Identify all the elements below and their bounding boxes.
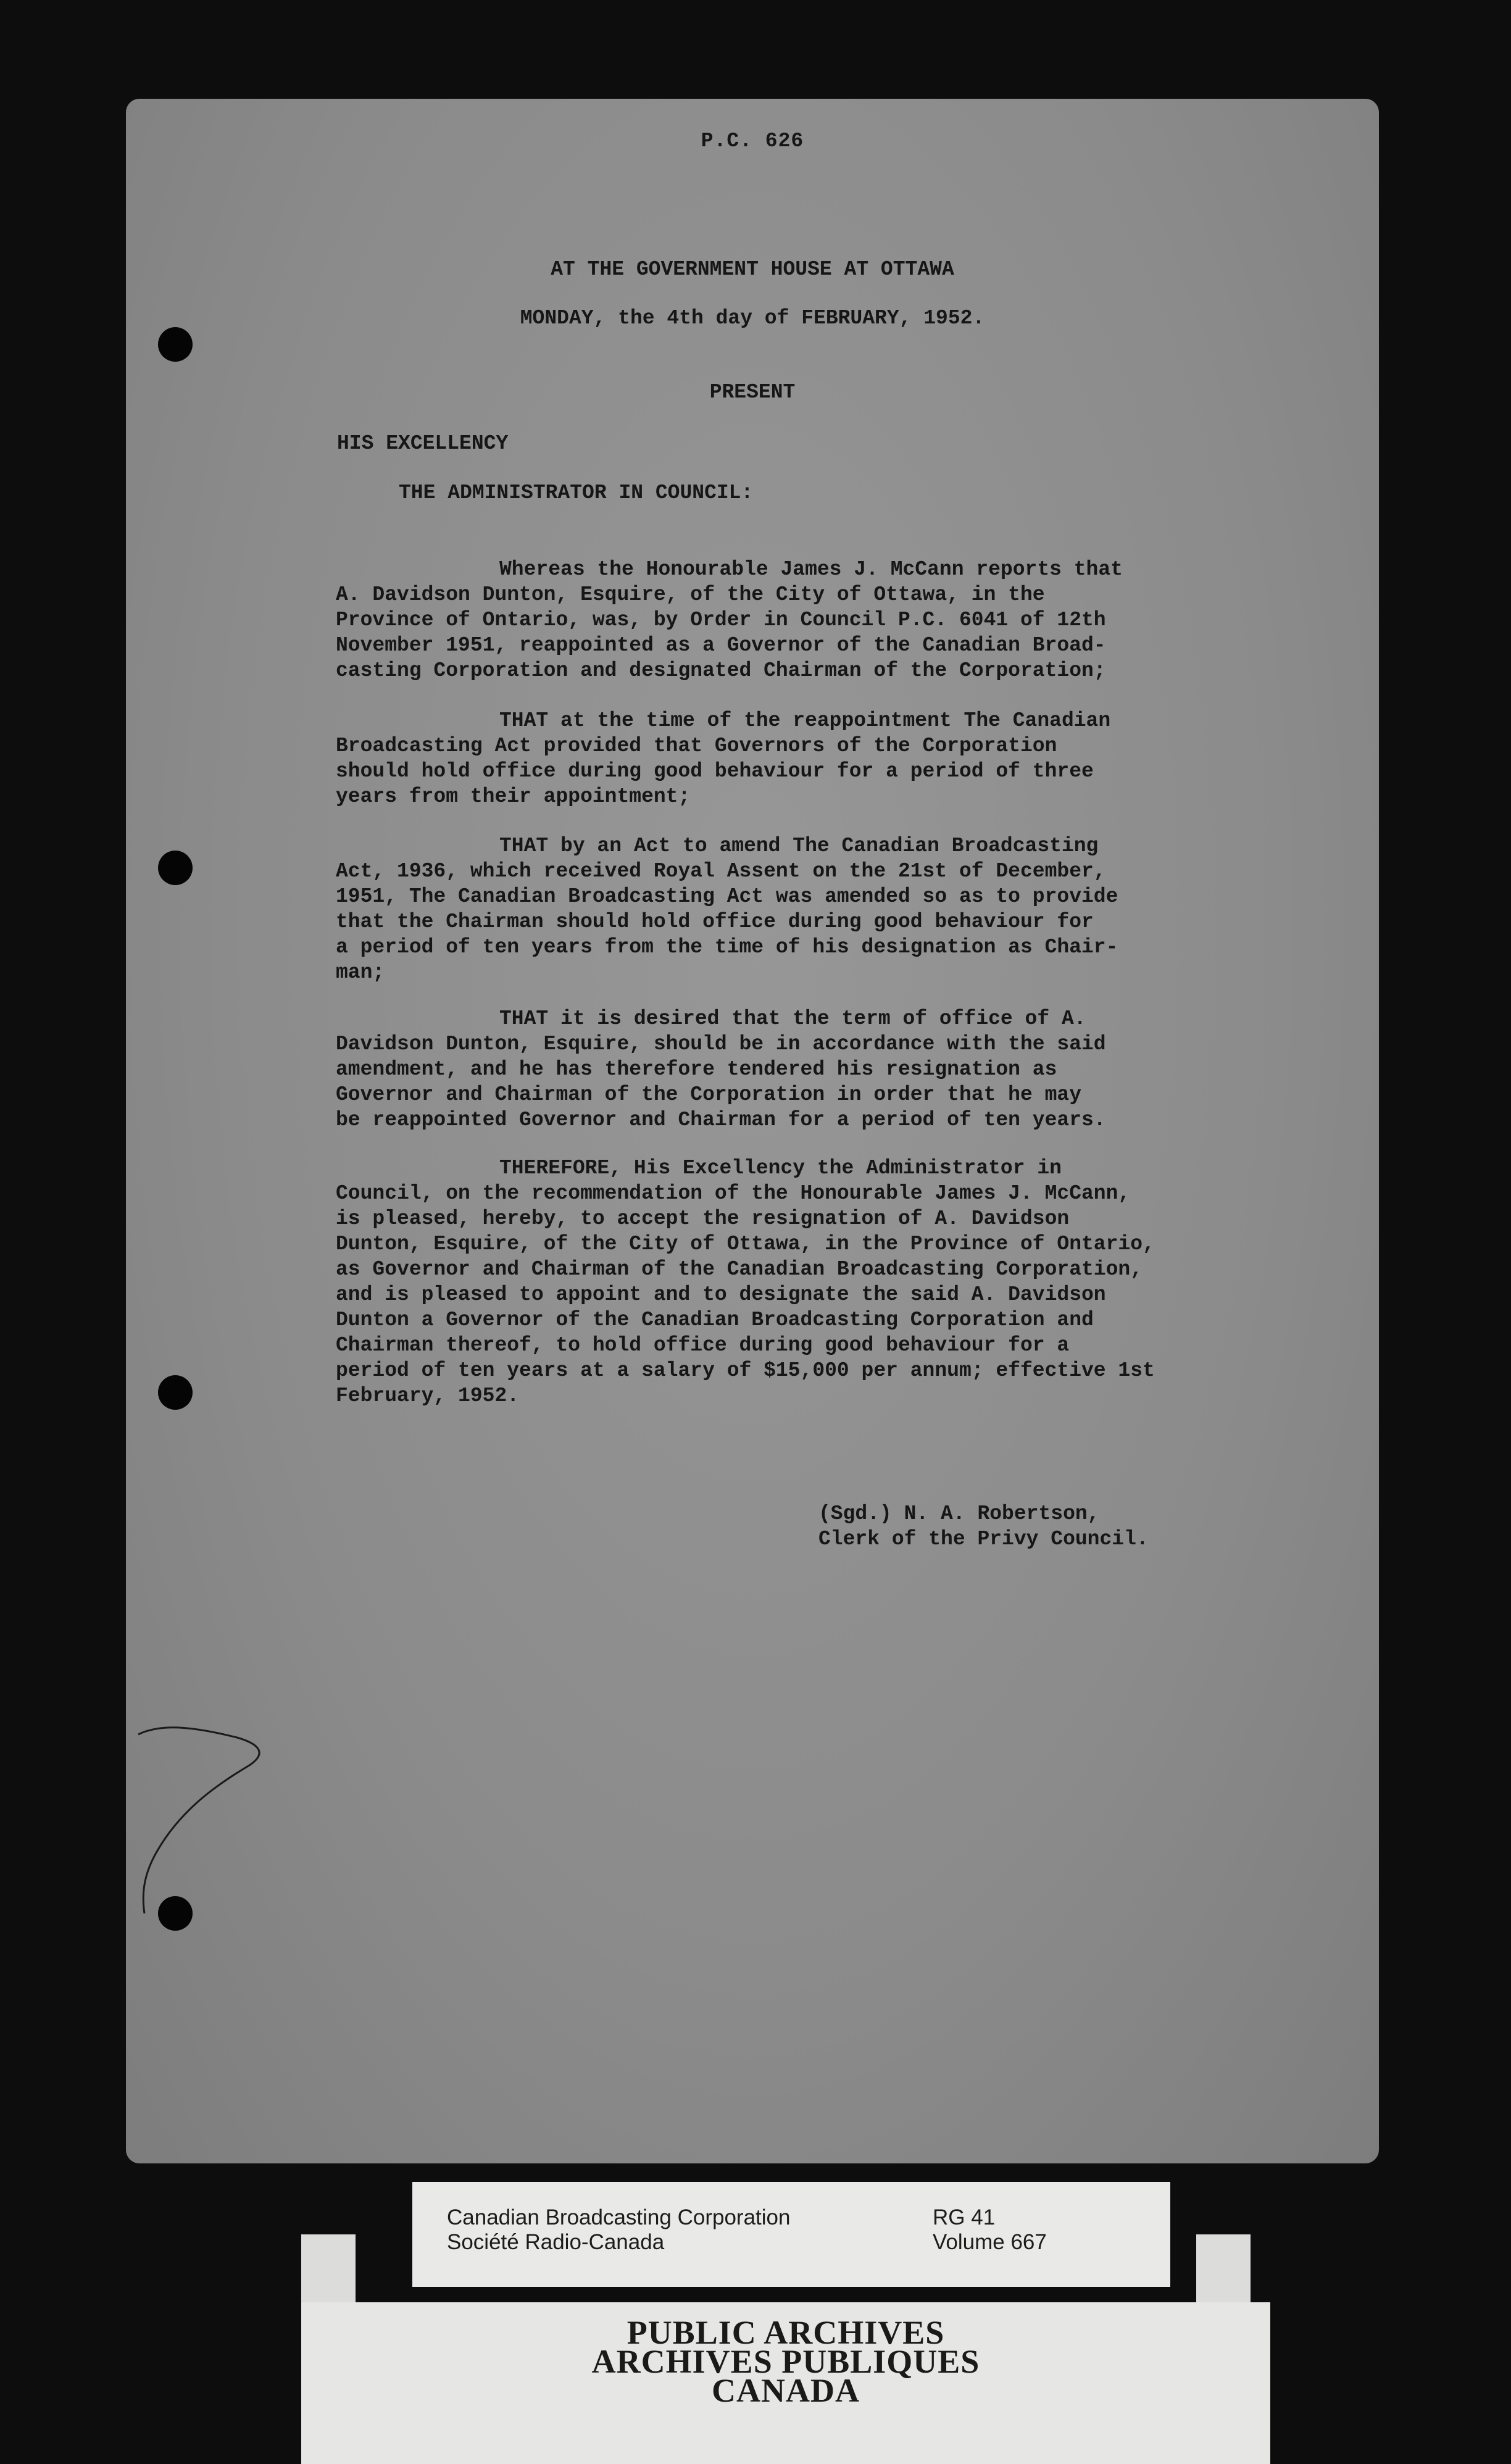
- label-volume: Volume 667: [933, 2230, 1047, 2254]
- label-corp-fr: Société Radio-Canada: [447, 2230, 665, 2254]
- document-page: [126, 99, 1379, 2163]
- location-heading: AT THE GOVERNMENT HOUSE AT OTTAWA: [551, 258, 954, 281]
- label-corp-en: Canadian Broadcasting Corporation: [447, 2205, 791, 2229]
- punch-hole-1: [158, 327, 193, 362]
- punch-hole-3: [158, 1375, 193, 1410]
- punch-hole-2: [158, 851, 193, 885]
- scribble-mark: [126, 1716, 274, 1926]
- date-heading: MONDAY, the 4th day of FEBRUARY, 1952.: [520, 307, 985, 330]
- signature-block: (Sgd.) N. A. Robertson, Clerk of the Privy Council.: [818, 1502, 1149, 1550]
- paragraph: THAT at the time of the reappointment The Canadian Broadcasting Act provided that Governors of the Corporation should hold office during good behaviour for a period of three years from their appointment;: [336, 709, 1111, 808]
- paragraph-3-block: [336, 833, 1348, 985]
- paragraph: THEREFORE, His Excellency the Administrator in Council, on the recommendation of the Honourable James J. McCann, is pleased, hereby, to accept the resignation of A. Davidson Dunton, Esquire, of the City of Ottawa, in the Province of Ontario, as Governor and Chairman of the Canadian Broadcasting Corporation, and is pleased to appoint and to designate the said A. Davidson Dunton a Governor of the Canadian Broadcasting Corporation and Chairman thereof, to hold office during good behaviour for a period of ten years at a salary of $15,000 per annum; effective 1st February, 1952.: [336, 1157, 1155, 1407]
- his-excellency-line: HIS EXCELLENCY: [337, 432, 509, 455]
- label-record-group: RG 41: [933, 2205, 996, 2229]
- label-stub-right: [1196, 2234, 1251, 2305]
- stamp-line-2: ARCHIVES PUBLIQUES: [591, 2343, 980, 2380]
- order-number: P.C. 626: [701, 130, 804, 152]
- present-heading: PRESENT: [709, 381, 796, 404]
- paragraph-5-block: [336, 1155, 1348, 1409]
- paragraph-1-block: [336, 557, 1348, 683]
- administrator-line: THE ADMINISTRATOR IN COUNCIL:: [399, 481, 754, 504]
- paragraph: THAT by an Act to amend The Canadian Broadcasting Act, 1936, which received Royal Assent on the 21st of December, 1951, The Canadian Broadcasting Act was amended so as to provide that the Chairman should hold office during good behaviour for a period of ten years from the time of his designation as Chair- man;: [336, 835, 1118, 984]
- paragraph-2-block: [336, 708, 1348, 809]
- archives-stamp: [301, 2302, 1270, 2464]
- label-stub-left: [301, 2234, 356, 2305]
- paragraph: THAT it is desired that the term of office of A. Davidson Dunton, Esquire, should be in accordance with the said amendment, and he has therefore tendered his resignation as Governor and Chairman of the Corporation in order that he may be reappointed Governor and Chairman for a period of ten years.: [336, 1007, 1106, 1131]
- stamp-line-1: PUBLIC ARCHIVES: [626, 2314, 945, 2351]
- paragraph-4-block: [336, 1006, 1348, 1133]
- archive-label: [412, 2182, 1170, 2287]
- paragraph: Whereas the Honourable James J. McCann reports that A. Davidson Dunton, Esquire, of the City of Ottawa, in the Province of Ontario, was, by Order in Council P.C. 6041 of 12th November 1951, reappointed as a Governor of the Canadian Broad- casting Corporation and designated Chairman of the Corporation;: [336, 558, 1123, 682]
- stamp-line-3: CANADA: [712, 2372, 860, 2409]
